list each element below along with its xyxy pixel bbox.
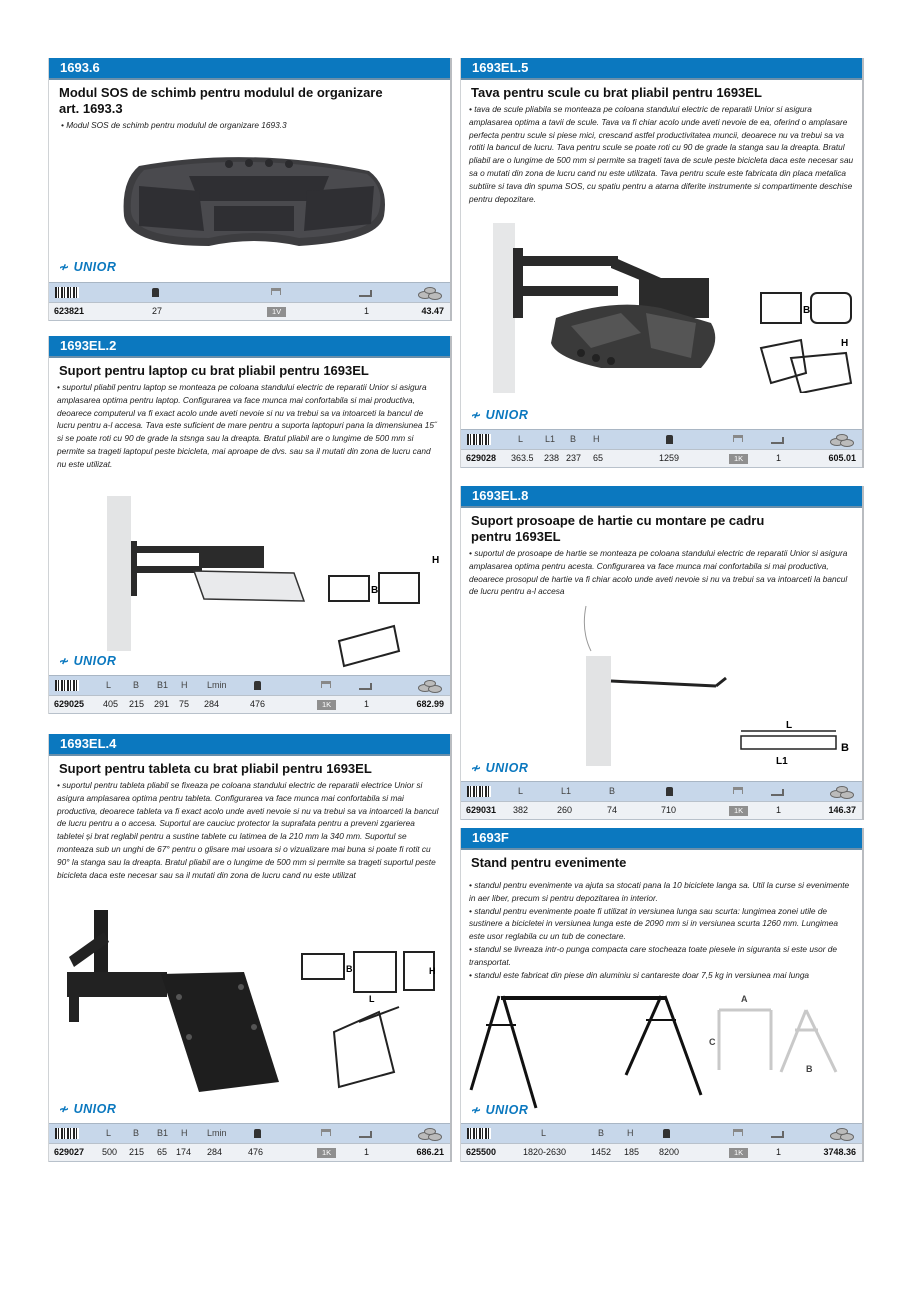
quantity-value: 1: [364, 699, 370, 709]
product-panel-1693el-4: [48, 734, 452, 1162]
pack-badge: 1K: [317, 700, 336, 710]
dim-value: 405: [103, 699, 119, 709]
quantity-value: 1: [776, 805, 782, 815]
dim-header: L: [518, 434, 524, 444]
dim-value: 75: [179, 699, 190, 709]
price-coins-icon: [830, 1128, 854, 1140]
dim-value: 65: [593, 453, 604, 463]
product-description: • suportul pentru tableta pliabil se fixeaza pe coloana standului electric de reparatii electrice Unior si asigura amplasarea optima pentru tableta. Configurarea va face munca mai confortabila si mai productiva, deoarece tableta va fi exact acolo unde aveti nevoie si nu va trebui sa va intoarceti la bancul de lucru pentru a o accesa. Suportul are cauciuc protector la suprafata pentru a preveni zgarierea tabletei și brat reglabil pentru a sustine tablete cu latimea de la 210 mm la 340 mm. Suportul se monteaza sub un unghi de 67° pentru o glisare mai usoara si o vizualizare mai buna si poate fi rotit cu 90° la stanga sau la dreapta. Bratul pliabil are o lungime de 500 mm si permite sa trageti suportul peste bicicleta daca este necesar sau sa il mutati din zona de lucru cand nu este utilizat: [57, 780, 439, 880]
dim-value: 174: [176, 1147, 192, 1157]
quantity-value: 1: [364, 306, 370, 316]
spec-value-row: [461, 449, 862, 468]
svg-text:L1: L1: [776, 756, 788, 766]
svg-text:B: B: [371, 585, 379, 596]
product-code-header: 1693EL.4: [49, 734, 450, 756]
product-description: [461, 877, 862, 981]
product-title: Tava pentru scule cu brat pliabil pentru 1693EL: [471, 85, 762, 100]
product-title: Modul SOS de schimb pentru modulul de organizare art. 1693.3: [59, 85, 383, 116]
spec-value-row: [49, 695, 450, 714]
svg-text:B: B: [346, 964, 353, 974]
article-code: 623821: [54, 306, 85, 316]
spec-header-row: [461, 1123, 862, 1143]
dim-value: 284: [207, 1147, 223, 1157]
product-panel-1693el-2: [48, 336, 452, 714]
unior-logo: ≁ UNIOR: [59, 654, 117, 668]
spec-header-row: [49, 1123, 450, 1143]
dim-value: 284: [204, 699, 220, 709]
dim-header: H: [181, 1128, 188, 1138]
dim-header: B: [570, 434, 577, 444]
product-description: • suportul de prosoape de hartie se monteaza pe coloana standului electric de reparatii Unior si asigura amplasarea optima pentru acesta. Configurarea va face munca mai confortabila si mai productiva, deoarece prosopul de hartie va fi chiar acolo unde aveti nevoie si nu va trebui sa va intoarceti la bancul de lucru pentru a-l accesa: [469, 548, 848, 597]
spec-value-row: [461, 801, 862, 820]
dim-value: 65: [157, 1147, 168, 1157]
product-description: • suportul pliabil pentru laptop se monteaza pe coloana standului electric de reparatii Unior si asigura amplasarea optima pentru laptop. Configurarea va face munca mai confortabila si mai productiva, deoarece computerul va fi exact acolo unde aveti nevoie si nu va trebui sa va intoarceti la bancul de lucru pentru a-l accesa. Tava este suficient de mare pentru a suporta laptopuri pana la dimensiunea 15˝ si se poate roti cu 90 de grade la stsnga sau la dreapta. Bratul pliabil are o lungime de 500 mm si permite sa trageti laptopul peste bicicleta, mai aproape de dvs. sau sa il mutati din zona de lucru cand nu este utilizat.: [57, 382, 437, 469]
product-code-header: 1693EL.2: [49, 336, 450, 358]
pack-badge: 1K: [317, 1148, 336, 1158]
dim-header: B: [133, 1128, 140, 1138]
price-coins-icon: [418, 680, 442, 692]
dim-header: B1: [157, 680, 169, 690]
spec-table: [461, 429, 862, 468]
package-icon: [733, 435, 743, 442]
spec-table: [49, 282, 450, 321]
product-code-header: 1693.6: [49, 58, 450, 80]
unior-logo: ≁ UNIOR: [471, 408, 529, 422]
weight-icon: [666, 435, 673, 444]
svg-text:B: B: [806, 1064, 813, 1074]
dim-header: B: [598, 1128, 605, 1138]
product-image-foam-tray: [49, 146, 450, 256]
unior-logo-icon: ≁: [471, 761, 482, 775]
description-bullet: • standul pentru evenimente va ajuta sa stocati pana la 10 biciclete langa sa. Util la curse si evenimente in aer liber, precum si pentru depozitarea in interior.: [469, 880, 850, 903]
dim-value: 238: [544, 453, 560, 463]
spec-header-row: [461, 429, 862, 449]
weight-icon: [666, 787, 673, 796]
dim-header: L1: [561, 786, 572, 796]
dim-header: L: [106, 680, 112, 690]
dim-value: 74: [607, 805, 618, 815]
article-code: 625500: [466, 1147, 497, 1157]
product-panel-1693el-5: [460, 58, 864, 468]
dim-header: Lmin: [207, 680, 227, 690]
dim-header: Lmin: [207, 1128, 227, 1138]
quantity-value: 1: [776, 1147, 782, 1157]
product-description: • tava de scule pliabila se monteaza pe coloana standului electric de reparatii Unior si asigura amplasarea optima a tavii de scule. Tava va fi chiar acolo unde aveti nevoie de ea, oferind o amplasare perfecta pentru scule si piese mici, crescand astfel productivitatea muncii, deoarece nu va trebui sa va rotiti la bancul de lucru. Tava pentru scule se poate roti cu 90 de grade la stanga sau la dreapta. Bratul pliabil are o lungime de 500 mm si permite sa trageti tava de scule peste bicicleta daca este necesar sau sa o mutati din zona de lucru cand nu este utilizata. Tava pentru scule este fabricata din placa metalica subtiire si tava din spuma SOS, cu spatiu pentru a atarna diferite instrumente si compartimente deschise pentru depozitare.: [469, 104, 854, 204]
package-icon: [733, 1129, 743, 1136]
price-value: 605.01: [828, 453, 856, 463]
dim-value: 215: [129, 699, 145, 709]
spec-header-row: [49, 282, 450, 302]
weight-value: 476: [250, 699, 266, 709]
unior-logo-icon: ≁: [59, 260, 70, 274]
weight-icon: [254, 1129, 261, 1138]
quantity-value: 1: [776, 453, 782, 463]
dim-header: B: [133, 680, 140, 690]
product-panel-1693-6: [48, 58, 452, 321]
product-title: Suport prosoape de hartie cu montare pe cadru pentru 1693EL: [471, 513, 765, 544]
package-icon: [733, 787, 743, 794]
svg-text:H: H: [841, 338, 849, 349]
package-icon: [321, 1129, 331, 1136]
svg-text:H: H: [432, 555, 440, 566]
package-icon: [321, 681, 331, 688]
unior-logo-icon: ≁: [59, 654, 70, 668]
spec-table: [49, 1123, 450, 1162]
quantity-icon: [359, 1131, 372, 1138]
article-code: 629028: [466, 453, 497, 463]
unior-logo: ≁ UNIOR: [471, 761, 529, 775]
spec-header-row: [461, 781, 862, 801]
description-bullet: • standul este fabricat din piese din aluminiu si cantareste doar 7,5 kg in versiunea mai lunga: [469, 969, 810, 980]
svg-text:A: A: [741, 994, 748, 1004]
svg-text:H: H: [429, 966, 436, 976]
barcode-icon: [467, 434, 491, 445]
product-code-header: 1693EL.5: [461, 58, 862, 80]
price-coins-icon: [418, 1128, 442, 1140]
product-code-header: 1693EL.8: [461, 486, 862, 508]
dim-value: 500: [102, 1147, 118, 1157]
spec-table: [461, 1123, 862, 1162]
product-image-tablet-holder: [49, 902, 450, 1102]
product-panel-1693el-8: [460, 486, 864, 820]
dim-value: 363.5: [511, 453, 534, 463]
dim-value: 260: [557, 805, 573, 815]
dim-header: B1: [157, 1128, 169, 1138]
dim-value: 382: [513, 805, 529, 815]
svg-text:B: B: [841, 742, 849, 754]
weight-value: 1259: [659, 453, 680, 463]
barcode-icon: [467, 786, 491, 797]
article-code: 629031: [466, 805, 497, 815]
product-title: Stand pentru evenimente: [471, 855, 627, 870]
svg-text:L: L: [786, 720, 793, 731]
product-image-laptop-holder: [49, 491, 450, 671]
pack-badge: 1K: [729, 1148, 748, 1158]
unior-logo: ≁ UNIOR: [59, 260, 117, 274]
dim-value: 237: [566, 453, 582, 463]
dim-header: H: [593, 434, 600, 444]
weight-icon: [663, 1129, 670, 1138]
description-bullet: • standul pentru evenimente poate fi utilizat in versiunea lunga sau scurta: lungimea zonei utile de sustinere a bicicletei in versiunea lunga este de 2090 mm si in versiunea scurta 1260 mm. Lungimea este usor reglabila cu un tub de conectare.: [469, 905, 838, 942]
svg-text:L: L: [369, 994, 375, 1004]
unior-logo-icon: ≁: [471, 408, 482, 422]
dim-value: 215: [129, 1147, 145, 1157]
product-code-header: 1693F: [461, 828, 862, 850]
spec-table: [49, 675, 450, 714]
dim-header: L: [106, 1128, 112, 1138]
svg-text:C: C: [709, 1037, 716, 1047]
dim-header: B: [609, 786, 616, 796]
spec-table: [461, 781, 862, 820]
spec-header-row: [49, 675, 450, 695]
quantity-icon: [359, 683, 372, 690]
pack-badge: 1K: [729, 454, 748, 464]
unior-logo-icon: ≁: [471, 1103, 482, 1117]
product-title: Suport pentru laptop cu brat pliabil pentru 1693EL: [59, 363, 369, 378]
unior-logo: ≁ UNIOR: [59, 1102, 117, 1116]
price-value: 43.47: [421, 306, 444, 316]
product-title: Suport pentru tableta cu brat pliabil pentru 1693EL: [59, 761, 372, 776]
dim-header: L1: [545, 434, 556, 444]
quantity-icon: [771, 437, 784, 444]
package-icon: [271, 288, 281, 295]
unior-logo-icon: ≁: [59, 1102, 70, 1116]
product-description: • Modul SOS de schimb pentru modulul de organizare 1693.3: [61, 120, 287, 130]
unior-logo: ≁ UNIOR: [471, 1103, 529, 1117]
dim-header: L: [518, 786, 524, 796]
article-code: 629025: [54, 699, 85, 709]
weight-value: 27: [152, 306, 163, 316]
dim-value: 291: [154, 699, 170, 709]
pack-badge: 1K: [729, 806, 748, 816]
product-image-event-stand: [461, 980, 862, 1110]
price-coins-icon: [830, 786, 854, 798]
pack-badge: 1V: [267, 307, 286, 317]
price-value: 682.99: [416, 699, 444, 709]
weight-icon: [254, 681, 261, 690]
weight-value: 710: [661, 805, 677, 815]
quantity-icon: [771, 1131, 784, 1138]
weight-value: 476: [248, 1147, 264, 1157]
price-value: 146.37: [828, 805, 856, 815]
quantity-icon: [771, 789, 784, 796]
barcode-icon: [55, 287, 79, 298]
price-value: 3748.36: [823, 1147, 856, 1157]
product-panel-1693f: [460, 828, 864, 1162]
quantity-icon: [359, 290, 372, 297]
product-image-tool-tray: [461, 218, 862, 393]
barcode-icon: [467, 1128, 491, 1139]
svg-text:B: B: [803, 305, 811, 316]
dim-header: H: [627, 1128, 634, 1138]
dim-header: H: [181, 680, 188, 690]
dim-header: L: [541, 1128, 547, 1138]
price-value: 686.21: [416, 1147, 444, 1157]
price-coins-icon: [418, 287, 442, 299]
barcode-icon: [55, 680, 79, 691]
weight-icon: [152, 288, 159, 297]
weight-value: 8200: [659, 1147, 680, 1157]
dim-value: 1452: [591, 1147, 612, 1157]
description-bullet: • standul se livreaza intr-o punga compacta care stocheaza toate piesele in siguranta si este usor de transportat.: [469, 943, 838, 967]
barcode-icon: [55, 1128, 79, 1139]
dim-value: 185: [624, 1147, 640, 1157]
price-coins-icon: [830, 434, 854, 446]
article-code: 629027: [54, 1147, 85, 1157]
spec-value-row: [49, 1143, 450, 1162]
quantity-value: 1: [364, 1147, 370, 1157]
spec-value-row: [49, 302, 450, 321]
dim-value: 1820-2630: [523, 1147, 567, 1157]
spec-value-row: [461, 1143, 862, 1162]
product-image-paper-towel-holder: [461, 601, 862, 766]
